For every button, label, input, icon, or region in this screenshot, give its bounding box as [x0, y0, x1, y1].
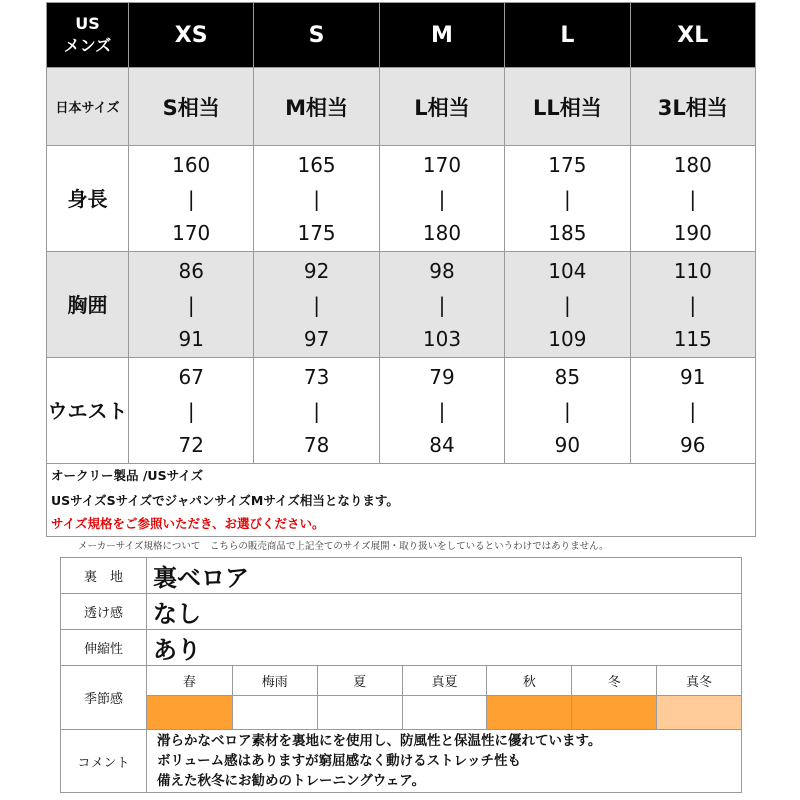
range-min: 73	[303, 364, 330, 389]
height-cell	[630, 146, 755, 252]
range-min: 160	[172, 152, 211, 177]
range-max: 97	[303, 326, 330, 351]
comment-line: 備えた秋冬にお勧めのトレーニングウェア。	[157, 773, 426, 789]
range-min: 175	[548, 152, 587, 177]
waist-cell	[630, 358, 755, 464]
stretch-row	[61, 630, 742, 666]
waist-label: ウエスト	[47, 358, 129, 464]
height-cell	[254, 146, 379, 252]
lining-label: 裏 地	[61, 558, 147, 594]
chest-cell	[254, 252, 379, 358]
chest-cell	[630, 252, 755, 358]
range-max: 180	[422, 220, 462, 245]
season-cell	[402, 666, 487, 729]
size-header-row	[47, 3, 756, 68]
season-cell	[486, 666, 571, 729]
note-line-3-warning: サイズ規格をご参照いただき、お選びください。	[51, 516, 325, 531]
range-min: 165	[297, 152, 336, 177]
season-name: 春	[147, 666, 232, 696]
season-name: 秋	[487, 666, 571, 696]
season-indicator	[657, 696, 741, 729]
range-min: 67	[178, 364, 204, 389]
note-line-1: オークリー製品 /USサイズ	[51, 468, 204, 483]
chest-row	[47, 252, 756, 358]
comment-row	[61, 730, 742, 793]
range-separator: |	[689, 186, 697, 211]
chest-label: 胸囲	[47, 252, 129, 358]
height-cell	[129, 146, 254, 252]
lining-value: 裏ベロア	[147, 558, 742, 594]
stretch-value: あり	[147, 630, 742, 666]
range-min: 170	[422, 152, 462, 177]
height-row	[47, 146, 756, 252]
waist-cell	[379, 358, 504, 464]
size-header-s: S	[254, 3, 379, 68]
season-cell	[317, 666, 402, 729]
range-separator: |	[438, 292, 446, 317]
range-max: 84	[429, 432, 455, 457]
size-table	[46, 2, 756, 464]
chest-cell	[505, 252, 630, 358]
range-separator: |	[689, 398, 697, 423]
range-separator: |	[438, 398, 446, 423]
range-max: 96	[680, 432, 706, 457]
season-cell	[232, 666, 317, 729]
season-grid	[147, 666, 741, 729]
season-name: 夏	[318, 666, 402, 696]
range-max: 185	[548, 220, 587, 245]
season-cell	[147, 666, 232, 729]
range-separator: |	[689, 292, 697, 317]
season-name: 真冬	[657, 666, 741, 696]
waist-cell	[254, 358, 379, 464]
size-header-xl: XL	[630, 3, 755, 68]
range-max: 190	[673, 220, 712, 245]
chest-cell	[379, 252, 504, 358]
range-min: 110	[673, 258, 712, 283]
season-cell	[571, 666, 656, 729]
range-separator: |	[438, 186, 446, 211]
range-separator: |	[313, 398, 320, 423]
range-max: 109	[548, 326, 587, 351]
waist-row	[47, 358, 756, 464]
jp-size-cell: L相当	[379, 68, 504, 146]
height-label: 身長	[47, 146, 129, 252]
range-min: 98	[429, 258, 455, 283]
note-line-2: USサイズSサイズでジャパンサイズMサイズ相当となります。	[51, 493, 399, 508]
season-row	[61, 666, 742, 730]
season-indicator	[318, 696, 402, 729]
range-max: 91	[178, 326, 204, 351]
range-max: 175	[297, 220, 336, 245]
season-indicator	[403, 696, 487, 729]
size-header-m: M	[379, 3, 504, 68]
season-name: 梅雨	[233, 666, 317, 696]
comment-label: コメント	[61, 730, 147, 793]
waist-cell	[129, 358, 254, 464]
range-max: 103	[422, 326, 462, 351]
range-separator: |	[313, 186, 320, 211]
height-cell	[505, 146, 630, 252]
chest-cell	[129, 252, 254, 358]
transparency-row	[61, 594, 742, 630]
season-indicator	[147, 696, 232, 729]
season-indicator	[233, 696, 317, 729]
range-separator: |	[563, 186, 571, 211]
corner-mens: メンズ	[63, 36, 112, 55]
range-separator: |	[313, 292, 320, 317]
size-header-xs: XS	[129, 3, 254, 68]
season-label: 季節感	[61, 666, 147, 730]
season-indicator	[487, 696, 571, 729]
season-indicator	[572, 696, 656, 729]
stretch-label: 伸縮性	[61, 630, 147, 666]
season-name: 冬	[572, 666, 656, 696]
range-separator: |	[187, 398, 195, 423]
range-max: 90	[554, 432, 581, 457]
range-max: 170	[172, 220, 211, 245]
transparency-value: なし	[147, 594, 742, 630]
range-min: 104	[548, 258, 587, 283]
transparency-label: 透け感	[61, 594, 147, 630]
range-max: 72	[178, 432, 204, 457]
range-min: 85	[554, 364, 581, 389]
range-separator: |	[187, 292, 195, 317]
jp-size-row	[47, 68, 756, 146]
range-min: 180	[673, 152, 712, 177]
jp-size-cell: S相当	[129, 68, 254, 146]
range-separator: |	[563, 292, 571, 317]
range-separator: |	[563, 398, 571, 423]
size-notes	[46, 461, 756, 537]
range-min: 86	[178, 258, 204, 283]
season-cells	[147, 666, 742, 730]
size-header-l: L	[505, 3, 630, 68]
jp-size-label: 日本サイズ	[47, 68, 129, 146]
comment-cell	[147, 730, 742, 793]
feature-table	[60, 557, 742, 793]
lining-row	[61, 558, 742, 594]
range-max: 115	[673, 326, 712, 351]
jp-size-cell: M相当	[254, 68, 379, 146]
range-separator: |	[187, 186, 195, 211]
size-disclaimer: メーカーサイズ規格について こちらの販売商品で上記全てのサイズ展開・取り扱いをしているというわけではありません。	[78, 541, 609, 552]
height-cell	[379, 146, 504, 252]
season-name: 真夏	[403, 666, 487, 696]
comment-line: 滑らかなベロア素材を裏地にを使用し、防風性と保温性に優れています。	[157, 733, 602, 749]
range-min: 92	[303, 258, 330, 283]
jp-size-cell: 3L相当	[630, 68, 755, 146]
comment-text	[147, 731, 741, 791]
range-min: 79	[429, 364, 455, 389]
corner-us: US	[75, 14, 100, 34]
season-cell	[656, 666, 741, 729]
size-corner-cell	[47, 3, 129, 68]
range-max: 78	[303, 432, 330, 457]
waist-cell	[505, 358, 630, 464]
comment-line: ボリューム感はありますが窮屈感なく動けるストレッチ性も	[157, 753, 521, 769]
jp-size-cell: LL相当	[505, 68, 630, 146]
range-min: 91	[680, 364, 706, 389]
